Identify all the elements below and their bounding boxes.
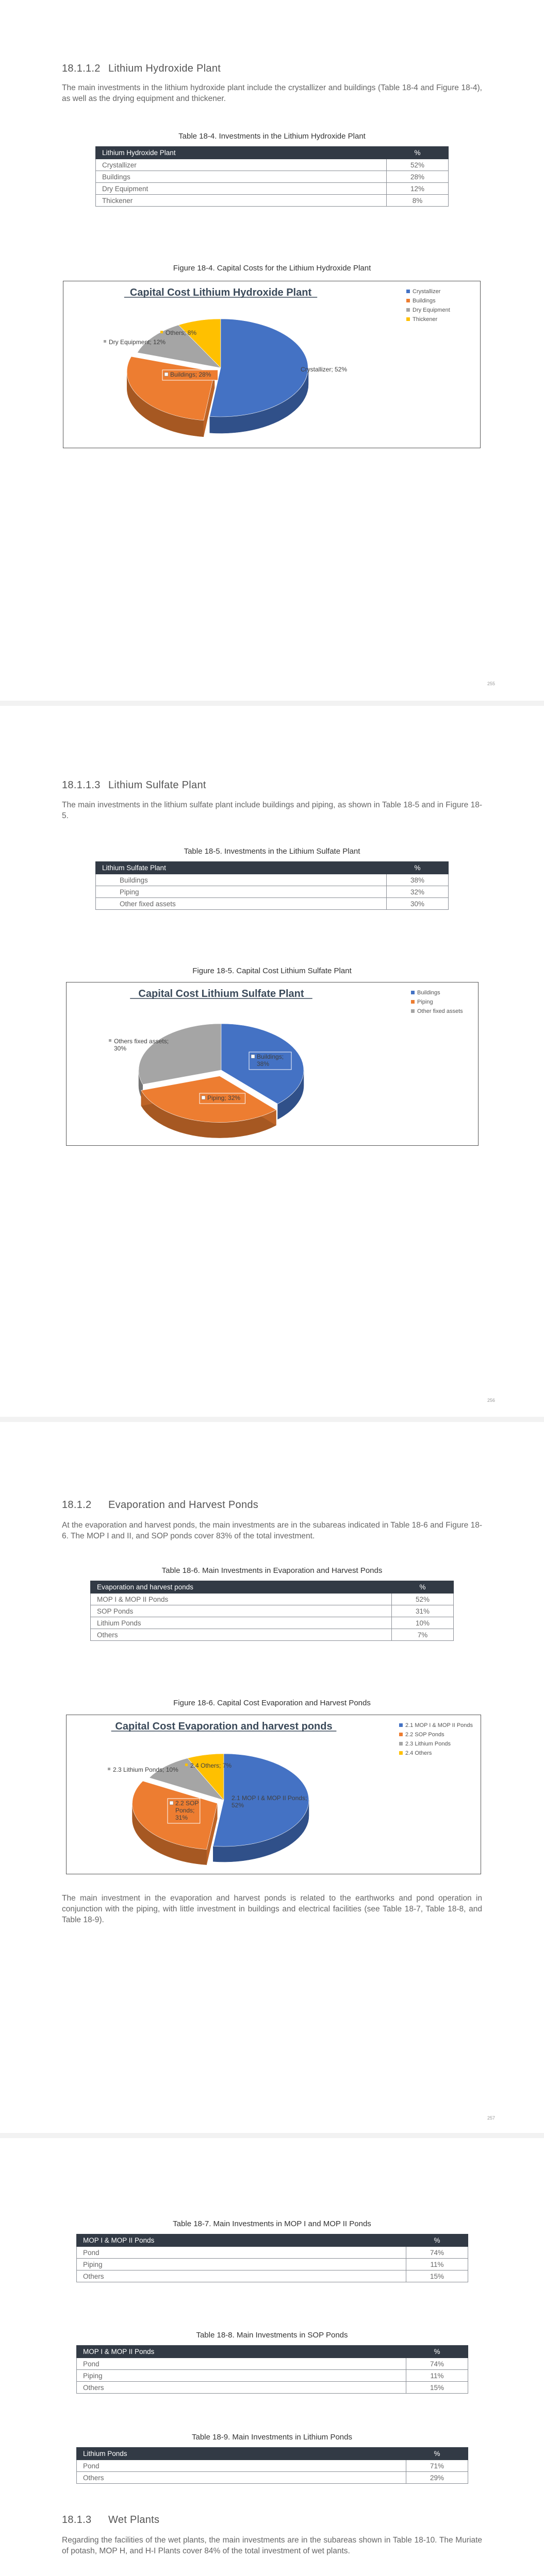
section-heading-wet-plants — [62, 2514, 159, 2526]
table-row — [91, 1629, 454, 1641]
table-cell: Pond — [77, 2247, 406, 2259]
table-cell: 8% — [387, 195, 449, 207]
slice-label-text: Dry Equipment; 12% — [109, 338, 166, 346]
paragraph-lithium-sulfate: The main investments in the lithium sulfate plant include buildings and piping, as shown in Table 18-5 and in Figure 18-5. — [62, 801, 482, 820]
table-caption-18-4: Table 18-4. Investments in the Lithium Hydroxide Plant — [178, 132, 366, 141]
table-caption-18-9: Table 18-9. Main Investments in Lithium Ponds — [192, 2433, 352, 2442]
legend-label: Dry Equipment — [413, 307, 450, 313]
section-heading-evaporation — [62, 1499, 258, 1511]
table-cell: Piping — [77, 2370, 406, 2382]
table-lithium-hydroxide — [95, 146, 449, 207]
figure-caption-18-5: Figure 18-5. Capital Cost Lithium Sulfate Plant — [192, 967, 352, 975]
pie-slice — [210, 319, 308, 433]
chart-title: Capital Cost Lithium Hydroxide Plant — [129, 287, 312, 298]
legend-swatch — [406, 299, 410, 302]
legend-label: Buildings — [413, 298, 436, 304]
slice-label-text: Others; 8% — [166, 329, 197, 336]
table-cell: Other fixed assets — [96, 898, 387, 910]
table-row — [77, 2370, 468, 2382]
table-mop-ponds — [76, 2234, 468, 2282]
legend-label: Other fixed assets — [417, 1008, 463, 1014]
table-row — [77, 2460, 468, 2472]
table-row — [96, 886, 449, 898]
page-number: 256 — [487, 1398, 495, 1403]
table-header: Evaporation and harvest ponds — [91, 1581, 392, 1594]
table-row — [91, 1617, 454, 1629]
slice-label-text: Ponds; — [175, 1807, 195, 1814]
pie-chart-lithium-hydroxide — [63, 281, 481, 449]
slice-label — [295, 366, 347, 373]
section-title: Evaporation and Harvest Ponds — [108, 1499, 259, 1511]
slice-label — [162, 370, 218, 380]
table-row — [91, 1605, 454, 1617]
table-cell: 15% — [406, 2382, 468, 2394]
legend-swatch — [411, 1000, 415, 1004]
table-cell: Pond — [77, 2460, 406, 2472]
table-header: % — [392, 1581, 454, 1594]
table-row — [77, 2472, 468, 2484]
legend-swatch — [406, 317, 410, 321]
table-cell: SOP Ponds — [91, 1605, 392, 1617]
table-cell: 74% — [406, 2358, 468, 2370]
legend-item — [406, 307, 450, 313]
legend-item — [406, 316, 438, 323]
table-cell: 38% — [387, 874, 449, 886]
table-cell: Others — [77, 2472, 406, 2484]
table-header: % — [387, 862, 449, 874]
table-header: Lithium Hydroxide Plant — [96, 147, 387, 159]
table-cell: 71% — [406, 2460, 468, 2472]
chart-evaporation-ponds — [66, 1715, 481, 1874]
legend-swatch — [406, 308, 410, 312]
table-cell: MOP I & MOP II Ponds — [91, 1594, 392, 1605]
page-number: 255 — [487, 681, 495, 686]
paragraph-evaporation-closing: The main investment in the evaporation and harvest ponds is related to the earthworks and pond operation in conjunction with the piping, with little investment in buildings and electrical facilities (see Table 18-7, Table 18-8, and Table 18-9). — [62, 1894, 482, 1924]
page-break — [0, 2133, 544, 2138]
table-cell: Others — [91, 1629, 392, 1641]
table-cell: Crystallizer — [96, 159, 387, 171]
legend-swatch — [411, 1009, 415, 1013]
table-row — [77, 2247, 468, 2259]
table-cell: 10% — [392, 1617, 454, 1629]
legend-swatch — [399, 1723, 403, 1727]
chart-lithium-sulfate — [66, 982, 479, 1146]
table-cell: 12% — [387, 183, 449, 195]
table-row — [96, 195, 449, 207]
table-cell: Buildings — [96, 171, 387, 183]
slice-label — [185, 1762, 232, 1769]
table-cell: Dry Equipment — [96, 183, 387, 195]
section-heading-lithium-sulfate — [62, 779, 206, 791]
table-cell: Piping — [77, 2259, 406, 2270]
table-cell: 7% — [392, 1629, 454, 1641]
slice-label-text: 2.2 SOP — [175, 1800, 199, 1807]
slice-label — [200, 1093, 245, 1104]
table-cell: 15% — [406, 2270, 468, 2282]
table-cell: 32% — [387, 886, 449, 898]
slice-label-text: Piping; 32% — [207, 1094, 241, 1101]
table-row — [77, 2259, 468, 2270]
legend-item — [399, 1750, 432, 1756]
table-cell: Others — [77, 2382, 406, 2394]
legend-swatch — [399, 1733, 403, 1736]
legend-item — [399, 1732, 444, 1738]
table-caption-18-7: Table 18-7. Main Investments in MOP I and MOP II Ponds — [173, 2219, 371, 2228]
slice-label-text: 30% — [114, 1045, 127, 1052]
slice-label-text: 2.4 Others; 7% — [190, 1762, 232, 1769]
table-header: Lithium Sulfate Plant — [96, 862, 387, 874]
section-number: 18.1.1.2 — [62, 63, 101, 74]
table-cell: 52% — [392, 1594, 454, 1605]
table-row — [96, 874, 449, 886]
legend-swatch — [399, 1742, 403, 1745]
slice-label-text: 2.1 MOP I & MOP II Ponds; — [232, 1794, 307, 1802]
table-lithium-ponds — [76, 2447, 468, 2484]
table-cell: Lithium Ponds — [91, 1617, 392, 1629]
section-title: Lithium Hydroxide Plant — [108, 63, 221, 74]
legend-label: 2.4 Others — [405, 1750, 432, 1756]
slice-label — [249, 1052, 291, 1070]
table-cell: Thickener — [96, 195, 387, 207]
table-cell: 11% — [406, 2259, 468, 2270]
figure-caption-18-6: Figure 18-6. Capital Cost Evaporation and Harvest Ponds — [173, 1699, 371, 1707]
table-cell: Piping — [96, 886, 387, 898]
legend-label: 2.2 SOP Ponds — [405, 1732, 444, 1738]
legend-swatch — [399, 1751, 403, 1755]
table-cell: 31% — [392, 1605, 454, 1617]
table-cell: Buildings — [96, 874, 387, 886]
section-heading-lithium-hydroxide — [62, 63, 221, 75]
section-number: 18.1.3 — [62, 2514, 92, 2526]
table-row — [96, 183, 449, 195]
legend-label: Piping — [417, 999, 433, 1005]
table-cell: 74% — [406, 2247, 468, 2259]
table-header: % — [406, 2448, 468, 2460]
table-cell: 28% — [387, 171, 449, 183]
legend-swatch — [406, 290, 410, 293]
table-cell: 29% — [406, 2472, 468, 2484]
legend-label: Crystallizer — [413, 289, 441, 295]
slice-label-text: Buildings; — [257, 1053, 284, 1060]
slice-label-text: Others fixed assets; — [114, 1038, 169, 1045]
chart-title: Capital Cost Lithium Sulfate Plant — [138, 988, 304, 999]
pie-slice — [213, 1754, 309, 1862]
pie-chart-evaporation-ponds — [67, 1715, 482, 1875]
table-row — [96, 898, 449, 910]
pie-slice — [127, 357, 215, 437]
table-header: MOP I & MOP II Ponds — [77, 2346, 406, 2358]
legend-label: Buildings — [417, 990, 440, 996]
slice-label — [108, 1766, 178, 1773]
slice-label — [160, 329, 196, 336]
table-row — [77, 2358, 468, 2370]
slice-label-text: 52% — [232, 1802, 244, 1809]
table-lithium-sulfate — [95, 861, 449, 910]
table-caption-18-5: Table 18-5. Investments in the Lithium Sulfate Plant — [184, 847, 360, 856]
chart-lithium-hydroxide — [63, 281, 481, 448]
legend-item — [399, 1722, 473, 1728]
table-cell: 52% — [387, 159, 449, 171]
table-row — [91, 1594, 454, 1605]
page-number: 257 — [487, 2115, 495, 2121]
section-title: Lithium Sulfate Plant — [108, 779, 206, 791]
figure-caption-18-4: Figure 18-4. Capital Costs for the Lithium Hydroxide Plant — [173, 264, 371, 273]
table-header: % — [406, 2234, 468, 2247]
legend-item — [406, 289, 441, 295]
slice-label-text: Crystallizer; 52% — [301, 366, 348, 373]
chart-title: Capital Cost Evaporation and harvest ponds — [115, 1721, 333, 1732]
slice-label-text: 2.3 Lithium Ponds; 10% — [113, 1766, 178, 1773]
table-cell: 11% — [406, 2370, 468, 2382]
slice-label — [168, 1799, 200, 1823]
page-break — [0, 1417, 544, 1422]
table-cell: Pond — [77, 2358, 406, 2370]
slice-label — [104, 338, 166, 346]
table-caption-18-8: Table 18-8. Main Investments in SOP Ponds — [196, 2331, 348, 2340]
legend-swatch — [411, 991, 415, 994]
table-header: % — [406, 2346, 468, 2358]
section-number: 18.1.2 — [62, 1499, 92, 1511]
section-number: 18.1.1.3 — [62, 779, 101, 791]
table-row — [96, 159, 449, 171]
paragraph-wet-plants: Regarding the facilities of the wet plants, the main investments are in the subareas shown in Table 18-10. The Muriate of potash, MOP H, and H-I Plants cover 84% of the total investment of wet plants. — [62, 2536, 482, 2555]
table-header: MOP I & MOP II Ponds — [77, 2234, 406, 2247]
legend-item — [411, 999, 433, 1005]
table-header: % — [387, 147, 449, 159]
slice-label-text: 31% — [175, 1814, 188, 1821]
table-row — [77, 2382, 468, 2394]
table-evaporation-ponds — [90, 1581, 454, 1641]
table-cell: Others — [77, 2270, 406, 2282]
legend-label: Thickener — [413, 316, 438, 323]
table-header: Lithium Ponds — [77, 2448, 406, 2460]
legend-label: 2.3 Lithium Ponds — [405, 1741, 451, 1747]
table-row — [96, 171, 449, 183]
page-break — [0, 701, 544, 706]
legend-label: 2.1 MOP I & MOP II Ponds — [405, 1722, 473, 1728]
slice-label-text: Buildings; 28% — [170, 371, 211, 378]
legend-item — [411, 990, 440, 996]
paragraph-evaporation: At the evaporation and harvest ponds, the main investments are in the subareas indicated in Table 18-6 and Figure 18-6. The MOP I and II, and SOP ponds cover 83% of the total investment. — [62, 1521, 482, 1540]
section-title: Wet Plants — [108, 2514, 160, 2526]
pie-chart-lithium-sulfate — [67, 982, 479, 1146]
table-caption-18-6: Table 18-6. Main Investments in Evaporation and Harvest Ponds — [161, 1566, 383, 1575]
paragraph-lithium-hydroxide: The main investments in the lithium hydroxide plant include the crystallizer and buildings (Table 18-4 and Figure 18-4), as well as the drying equipment and thickener. — [62, 83, 482, 103]
legend-item — [406, 298, 436, 304]
table-row — [77, 2270, 468, 2282]
legend-item — [411, 1008, 463, 1014]
table-cell: 30% — [387, 898, 449, 910]
table-sop-ponds — [76, 2345, 468, 2394]
legend-item — [399, 1741, 451, 1747]
slice-label-text: 38% — [257, 1060, 270, 1067]
